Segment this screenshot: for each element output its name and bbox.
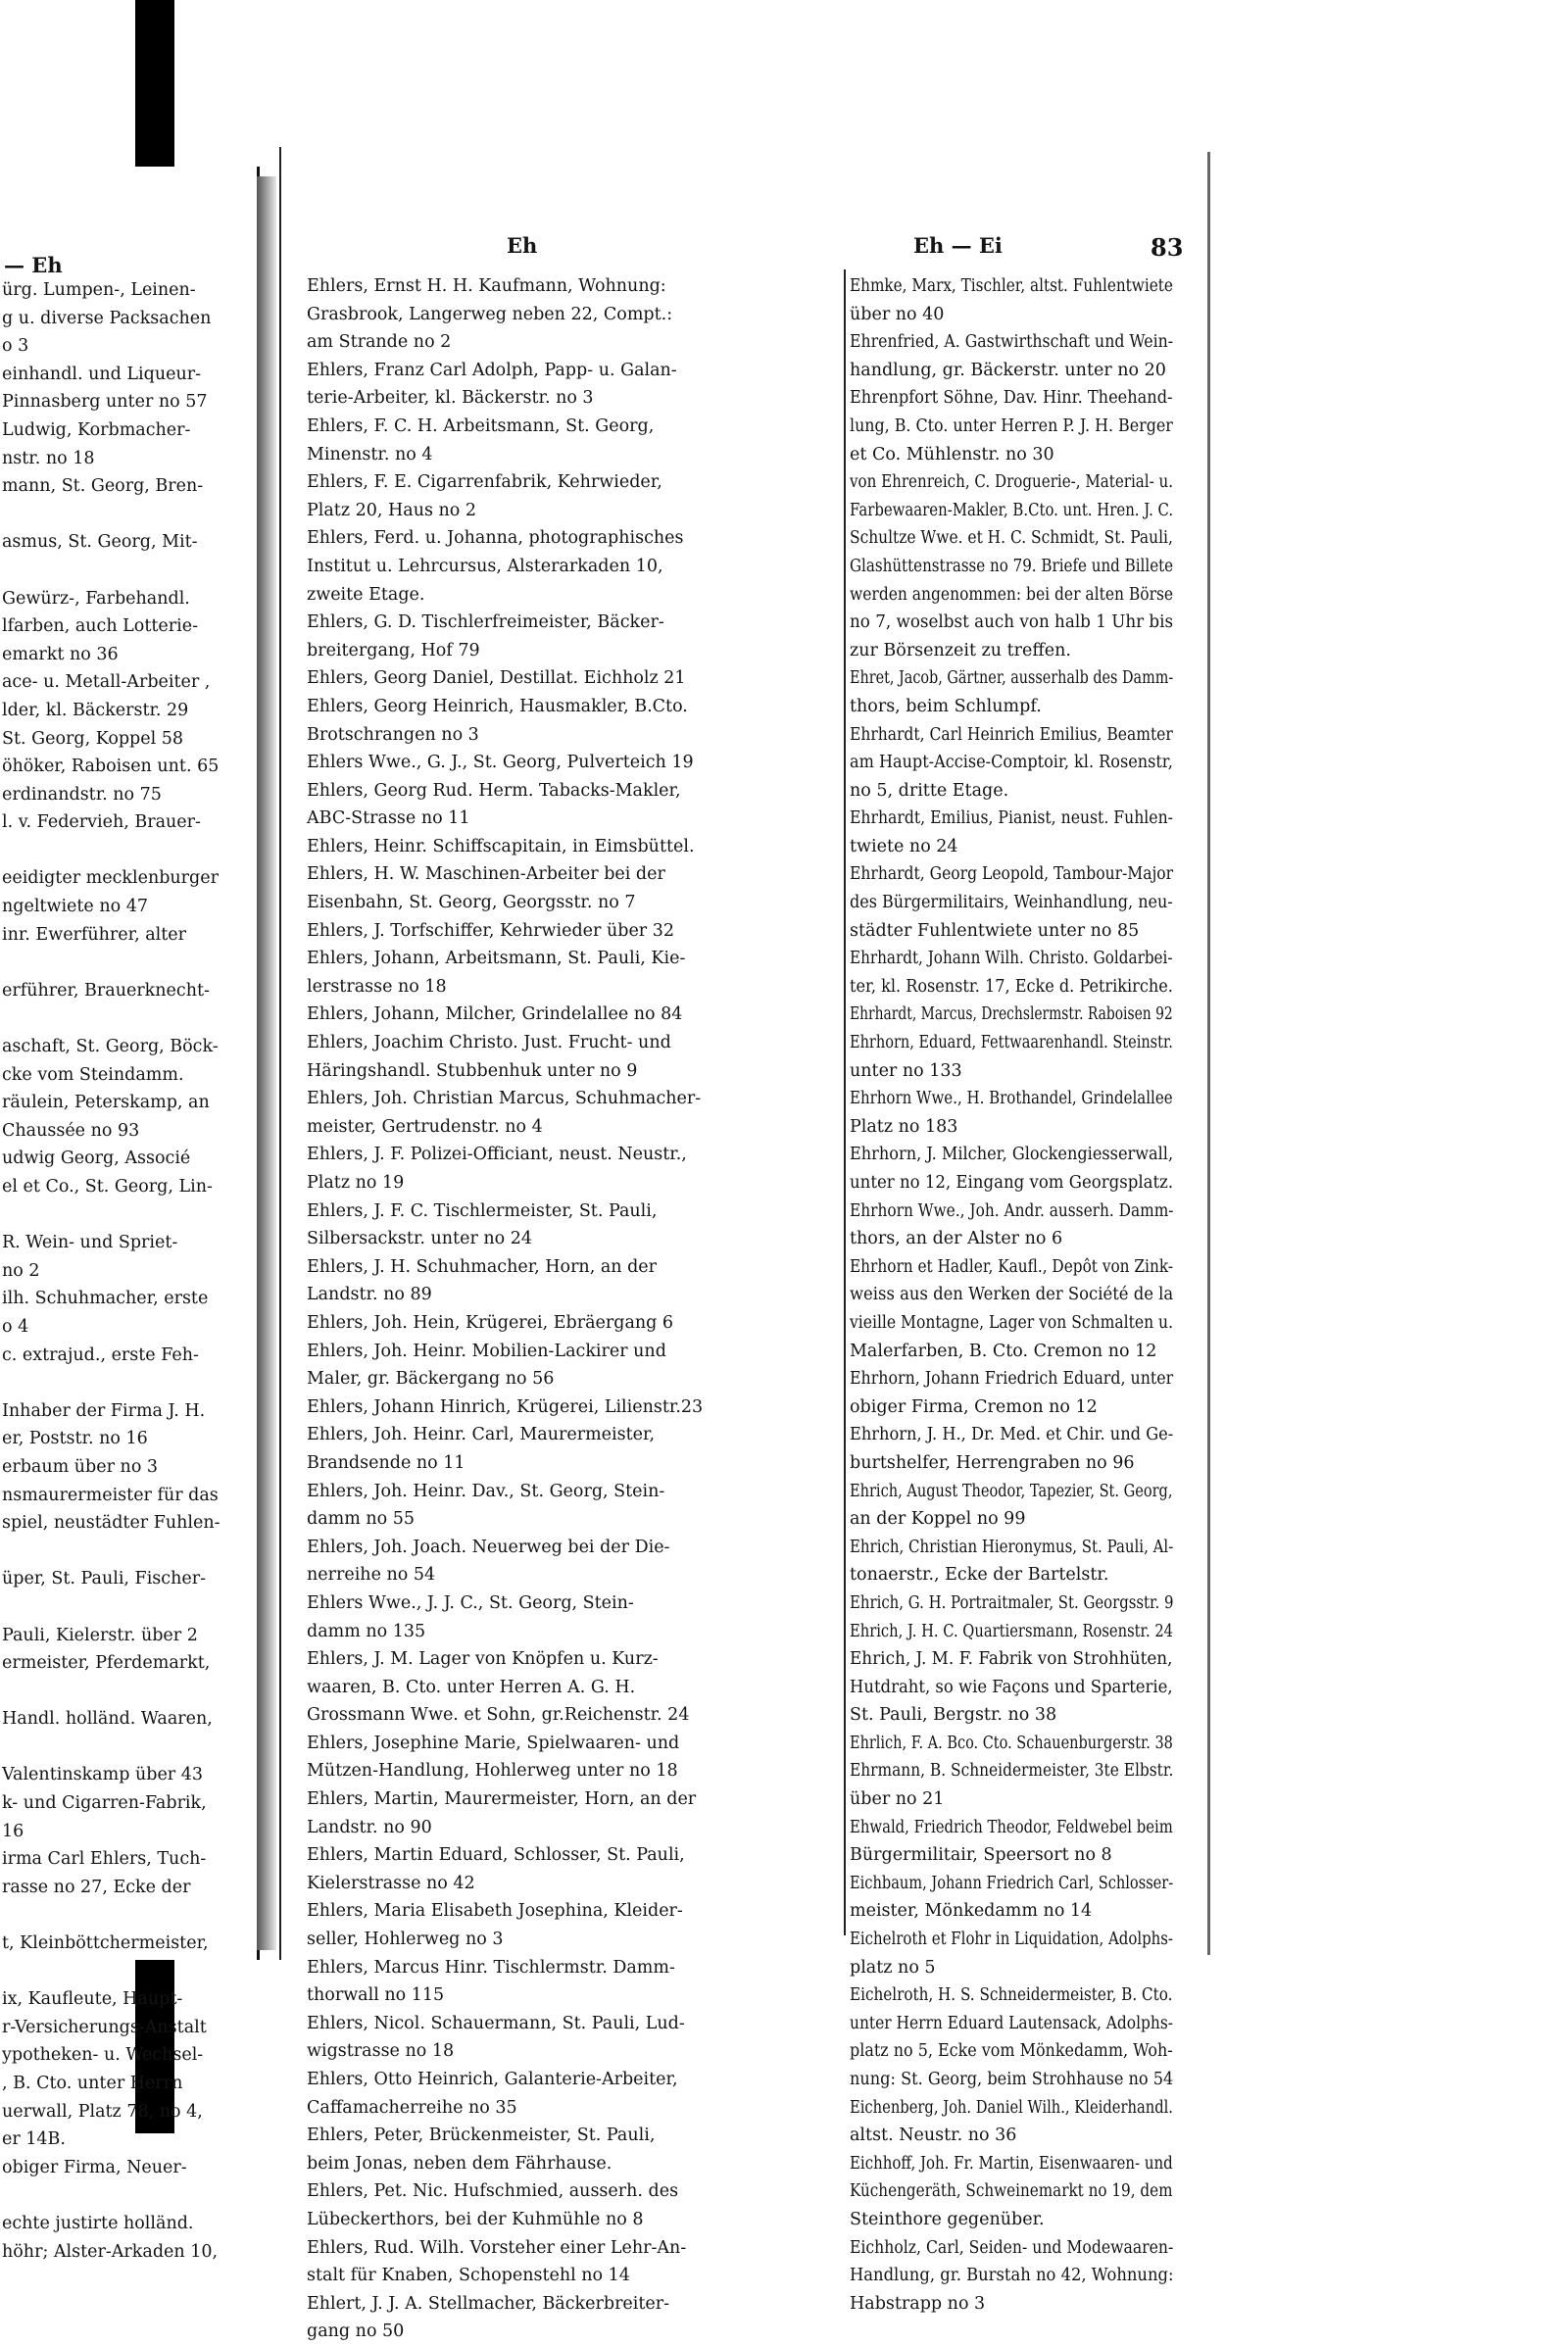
directory-line: no 7, woselbst auch von halb 1 Uhr bis bbox=[850, 612, 1174, 633]
directory-line: Ehlers, F. E. Cigarrenfabrik, Kehrwieder, bbox=[307, 472, 662, 493]
directory-line: Häringshandl. Stubbenhuk unter no 9 bbox=[307, 1060, 638, 1081]
directory-line: Brandsende no 11 bbox=[307, 1452, 466, 1473]
directory-line: Grossmann Wwe. et Sohn, gr.Reichenstr. 24 bbox=[307, 1705, 690, 1726]
directory-line: mann, St. Georg, Bren- bbox=[2, 476, 204, 497]
directory-line: twiete no 24 bbox=[850, 836, 958, 856]
directory-line: Ehlers, Ferd. u. Johanna, photographisches bbox=[307, 528, 684, 549]
directory-line: Ehlers, H. W. Maschinen-Arbeiter bei der bbox=[307, 864, 665, 885]
directory-line: Ehrhorn Wwe., Joh. Andr. ausserh. Damm- bbox=[850, 1200, 1174, 1221]
directory-line: Ehlers, Franz Carl Adolph, Papp- u. Galan- bbox=[307, 360, 677, 380]
directory-line: weiss aus den Werken der Société de la bbox=[850, 1285, 1174, 1305]
directory-line: Chaussée no 93 bbox=[2, 1120, 140, 1141]
directory-line: Landstr. no 89 bbox=[307, 1285, 432, 1305]
directory-line: Ehrhardt, Marcus, Drechslermstr. Raboisen 92 bbox=[850, 1004, 1173, 1025]
directory-line: er 14B. bbox=[2, 2129, 66, 2150]
directory-line: Ludwig, Korbmacher- bbox=[2, 419, 191, 440]
directory-line: Ehlers, J. F. C. Tischlermeister, St. Pauli, bbox=[307, 1200, 658, 1221]
directory-line: inr. Ewerführer, alter bbox=[2, 924, 187, 945]
directory-line: St. Georg, Koppel 58 bbox=[2, 728, 184, 749]
directory-line: Ehlers, J. F. Polizei-Officiant, neust. Neustr., bbox=[307, 1145, 687, 1165]
header-left: Eh bbox=[507, 233, 538, 258]
directory-line: Ehrenpfort Söhne, Dav. Hinr. Theehand- bbox=[850, 388, 1173, 409]
directory-line: meister, Gertrudenstr. no 4 bbox=[307, 1116, 543, 1137]
directory-line: Ehrich, J. M. F. Fabrik von Strohhüten, bbox=[850, 1649, 1173, 1670]
directory-line: meister, Mönkedamm no 14 bbox=[850, 1901, 1093, 1922]
directory-line: einhandl. und Liqueur- bbox=[2, 364, 202, 384]
directory-line: nung: St. Georg, beim Strohhause no 54 bbox=[850, 2070, 1174, 2089]
directory-line: o 4 bbox=[2, 1316, 29, 1337]
directory-line: Brotschrangen no 3 bbox=[307, 724, 479, 745]
directory-line: Ehrhorn, J. H., Dr. Med. et Chir. und Ge- bbox=[850, 1425, 1174, 1445]
right-page bbox=[279, 147, 1212, 2342]
directory-line: Pinnasberg unter no 57 bbox=[2, 392, 208, 413]
directory-line bbox=[2, 557, 220, 585]
directory-line: Ehrhorn Wwe., H. Brothandel, Grindelallee bbox=[850, 1089, 1173, 1109]
directory-line: an der Koppel no 99 bbox=[850, 1509, 1026, 1530]
directory-line: ace- u. Metall-Arbeiter , bbox=[2, 672, 211, 693]
directory-line: lder, kl. Bäckerstr. 29 bbox=[2, 700, 189, 720]
directory-line: Ehrhorn, Eduard, Fettwaarenhandl. Steinstr. bbox=[850, 1033, 1173, 1053]
directory-line: Farbewaaren-Makler, B.Cto. unt. Hren. J. C. bbox=[850, 500, 1174, 520]
directory-line: Ehlers, Joh. Heinr. Dav., St. Georg, Stein- bbox=[307, 1481, 665, 1501]
directory-line: über no 21 bbox=[850, 1789, 945, 1810]
directory-line: zweite Etage. bbox=[307, 584, 425, 605]
directory-line: no 2 bbox=[2, 1260, 40, 1281]
directory-line: Ehret, Jacob, Gärtner, ausserhalb des Damm- bbox=[850, 668, 1174, 689]
directory-line: Maler, gr. Bäckergang no 56 bbox=[307, 1369, 555, 1390]
directory-line: Ehlers, Johann, Arbeitsmann, St. Pauli, Kie- bbox=[307, 949, 686, 969]
directory-line: ix, Kaufleute, Haupt- bbox=[2, 1989, 183, 2010]
directory-line: thors, an der Alster no 6 bbox=[850, 1229, 1063, 1249]
directory-line: Malerfarben, B. Cto. Cremon no 12 bbox=[850, 1341, 1157, 1361]
directory-line: ypotheken- u. Wechsel- bbox=[2, 2045, 204, 2066]
directory-line: Grasbrook, Langerweg neben 22, Compt.: bbox=[307, 304, 673, 324]
directory-line: Ehrich, G. H. Portraitmaler, St. Georgsstr. 9 bbox=[850, 1592, 1174, 1613]
directory-line: stalt für Knaben, Schopenstehl no 14 bbox=[307, 2266, 630, 2286]
directory-line: 16 bbox=[2, 1821, 24, 1841]
directory-line: thors, beim Schlumpf. bbox=[850, 696, 1042, 716]
directory-line: ilh. Schuhmacher, erste bbox=[2, 1289, 209, 1309]
directory-line: ter, kl. Rosenstr. 17, Ecke d. Petrikirche. bbox=[850, 976, 1173, 997]
directory-line: irma Carl Ehlers, Tuch- bbox=[2, 1849, 207, 1870]
directory-line: o 3 bbox=[2, 336, 29, 357]
directory-line: Ehlers, Pet. Nic. Hufschmied, ausserh. des bbox=[307, 2181, 679, 2202]
left-page-column bbox=[2, 276, 220, 2266]
directory-line: Pauli, Kielerstr. über 2 bbox=[2, 1625, 198, 1645]
directory-line: Mützen-Handlung, Hohlerweg unter no 18 bbox=[307, 1761, 678, 1782]
directory-line: üper, St. Pauli, Fischer- bbox=[2, 1569, 206, 1589]
directory-line: Ehlers, Georg Daniel, Destillat. Eichholz 21 bbox=[307, 668, 686, 689]
directory-line: , B. Cto. unter Herrn bbox=[2, 2074, 183, 2093]
directory-line: städter Fuhlentwiete unter no 85 bbox=[850, 920, 1140, 941]
directory-line: Ehlers, Joh. Christian Marcus, Schuhmacher- bbox=[307, 1089, 702, 1109]
directory-line: Eichbaum, Johann Friedrich Carl, Schlosser- bbox=[850, 1873, 1174, 1893]
directory-line: unter Herrn Eduard Lautensack, Adolphs- bbox=[850, 2013, 1173, 2033]
directory-line: Ehlers, Joh. Heinr. Mobilien-Lackirer und bbox=[307, 1341, 666, 1361]
directory-line: eeidigter mecklenburger bbox=[2, 868, 219, 889]
directory-line: Ehrhardt, Carl Heinrich Emilius, Beamter bbox=[850, 724, 1173, 745]
directory-line: Hutdraht, so wie Façons und Sparterie, bbox=[850, 1677, 1173, 1697]
directory-line: Ehlers, Georg Heinrich, Hausmakler, B.Cto. bbox=[307, 696, 688, 716]
directory-line bbox=[2, 1538, 220, 1566]
directory-line: räulein, Peterskamp, an bbox=[2, 1093, 210, 1113]
directory-line: Valentinskamp über 43 bbox=[2, 1765, 203, 1785]
directory-line bbox=[2, 949, 220, 977]
directory-line: uerwall, Platz 78, no 4, bbox=[2, 2101, 203, 2122]
directory-line: am Haupt-Accise-Comptoir, kl. Rosenstr, bbox=[850, 753, 1173, 773]
directory-line bbox=[2, 1201, 220, 1230]
directory-line bbox=[2, 1593, 220, 1622]
directory-line: Eisenbahn, St. Georg, Georgsstr. no 7 bbox=[307, 893, 636, 913]
directory-line: l. v. Federvieh, Brauer- bbox=[2, 812, 201, 833]
directory-line: Handl. holländ. Waaren, bbox=[2, 1709, 213, 1730]
directory-line bbox=[2, 1901, 220, 1930]
directory-line: Eichelroth et Flohr in Liquidation, Adolphs- bbox=[850, 1930, 1173, 1950]
directory-line: c. extrajud., erste Feh- bbox=[2, 1344, 199, 1365]
binding-strip-top bbox=[135, 0, 174, 167]
directory-line: Ehlers, Peter, Brückenmeister, St. Pauli, bbox=[307, 2126, 656, 2146]
directory-line: Gewürz-, Farbehandl. bbox=[2, 588, 190, 609]
directory-line bbox=[2, 1369, 220, 1397]
directory-line: erdinandstr. no 75 bbox=[2, 784, 162, 805]
directory-line: beim Jonas, neben dem Fährhause. bbox=[307, 2153, 612, 2174]
page-number: 83 bbox=[1151, 233, 1184, 262]
directory-line: Ehlers, G. D. Tischlerfreimeister, Bäcker- bbox=[307, 612, 664, 633]
directory-line: waaren, B. Cto. unter Herren A. G. H. bbox=[307, 1677, 636, 1697]
directory-line: altst. Neustr. no 36 bbox=[850, 2126, 1017, 2146]
directory-line: Ehrhardt, Georg Leopold, Tambour-Major bbox=[850, 864, 1174, 885]
directory-line: Ehlers Wwe., G. J., St. Georg, Pulverteich 19 bbox=[307, 753, 694, 773]
directory-line: Eichenberg, Joh. Daniel Wilh., Kleiderhandl. bbox=[850, 2097, 1173, 2118]
directory-line: Eichholz, Carl, Seiden- und Modewaaren- bbox=[850, 2237, 1174, 2258]
directory-line: am Strande no 2 bbox=[307, 332, 452, 353]
directory-line: über no 40 bbox=[850, 304, 945, 324]
directory-line: er, Poststr. no 16 bbox=[2, 1429, 148, 1449]
directory-line: damm no 135 bbox=[307, 1621, 426, 1641]
directory-line: damm no 55 bbox=[307, 1509, 416, 1530]
directory-line: lfarben, auch Lotterie- bbox=[2, 616, 198, 637]
directory-line: Küchengeräth, Schweinemarkt no 19, dem bbox=[850, 2181, 1173, 2202]
directory-line: echte justirte holländ. bbox=[2, 2213, 194, 2233]
directory-line: Inhaber der Firma J. H. bbox=[2, 1400, 206, 1421]
directory-line bbox=[2, 2181, 220, 2210]
directory-line: Ehlers, Joh. Joach. Neuerweg bei der Die- bbox=[307, 1537, 670, 1557]
directory-line: Ehlers, Joh. Heinr. Carl, Maurermeister, bbox=[307, 1425, 656, 1445]
directory-line: Ehlers, Nicol. Schauermann, St. Pauli, Lud- bbox=[307, 2013, 685, 2033]
book-gutter bbox=[257, 176, 276, 1950]
directory-line: Ehlers, Ernst H. H. Kaufmann, Wohnung: bbox=[307, 276, 666, 296]
directory-line: Ehmke, Marx, Tischler, altst. Fuhlentwiete bbox=[850, 276, 1173, 296]
directory-line bbox=[2, 1678, 220, 1706]
directory-line: Caffamacherreihe no 35 bbox=[307, 2097, 517, 2118]
directory-line: Platz 20, Haus no 2 bbox=[307, 500, 477, 520]
header-right: Eh — Ei bbox=[913, 233, 1003, 258]
directory-line: r-Versicherungs-Anstalt bbox=[2, 2017, 207, 2037]
directory-line: nsmaurermeister für das bbox=[2, 1485, 219, 1505]
directory-line: Platz no 19 bbox=[307, 1173, 405, 1193]
directory-line: Ehrlich, F. A. Bco. Cto. Schauenburgerstr. 38 bbox=[850, 1733, 1173, 1753]
directory-line: des Bürgermilitairs, Weinhandlung, neu- bbox=[850, 893, 1173, 913]
directory-line: unter no 12, Eingang vom Georgsplatz. bbox=[850, 1173, 1174, 1193]
directory-line: Ehlers, Georg Rud. Herm. Tabacks-Makler, bbox=[307, 780, 681, 801]
left-page-header: — Eh bbox=[4, 253, 63, 277]
directory-line: ABC-Strasse no 11 bbox=[307, 808, 470, 829]
directory-line: gang no 50 bbox=[307, 2322, 405, 2342]
directory-line: aschaft, St. Georg, Böck- bbox=[2, 1037, 219, 1057]
directory-line: el et Co., St. Georg, Lin- bbox=[2, 1177, 213, 1197]
directory-line: Ehrenfried, A. Gastwirthschaft und Wein- bbox=[850, 332, 1174, 353]
directory-line: lung, B. Cto. unter Herren P. J. H. Berger bbox=[850, 415, 1173, 436]
directory-line: nerreihe no 54 bbox=[307, 1565, 436, 1586]
directory-line: Ehlers, Joachim Christo. Just. Frucht- und bbox=[307, 1033, 671, 1053]
directory-line bbox=[2, 1004, 220, 1033]
directory-line: Platz no 183 bbox=[850, 1116, 958, 1137]
directory-line: Ehlers, Josephine Marie, Spielwaaren- und bbox=[307, 1733, 680, 1753]
directory-line: asmus, St. Georg, Mit- bbox=[2, 532, 198, 553]
directory-line: Ehlers, J. H. Schuhmacher, Horn, an der bbox=[307, 1256, 658, 1277]
directory-line: Ehlers, Johann Hinrich, Krügerei, Lilienstr.23 bbox=[307, 1396, 704, 1417]
column-2 bbox=[850, 272, 1178, 2318]
directory-line: et Co. Mühlenstr. no 30 bbox=[850, 444, 1054, 464]
directory-line bbox=[2, 501, 220, 529]
directory-line: platz no 5 bbox=[850, 1957, 936, 1978]
directory-line: Handlung, gr. Burstah no 42, Wohnung: bbox=[850, 2266, 1174, 2286]
directory-line bbox=[2, 1958, 220, 1986]
directory-line: Ehlers, Otto Heinrich, Galanterie-Arbeiter, bbox=[307, 2070, 678, 2089]
directory-line: Ehlert, J. J. A. Stellmacher, Bäckerbreiter- bbox=[307, 2293, 670, 2314]
directory-line: t, Kleinböttchermeister, bbox=[2, 1933, 209, 1954]
directory-line: Ehwald, Friedrich Theodor, Feldwebel beim bbox=[850, 1817, 1173, 1837]
directory-line: ngeltwiete no 47 bbox=[2, 897, 148, 917]
directory-line: erbaum über no 3 bbox=[2, 1456, 159, 1477]
directory-line bbox=[2, 837, 220, 865]
directory-line: rasse no 27, Ecke der bbox=[2, 1877, 191, 1897]
directory-line: Steinthore gegenüber. bbox=[850, 2209, 1045, 2229]
directory-line: terie-Arbeiter, kl. Bäckerstr. no 3 bbox=[307, 388, 594, 409]
directory-line: burtshelfer, Herrengraben no 96 bbox=[850, 1452, 1135, 1473]
directory-line: Ehrich, August Theodor, Tapezier, St. Georg, bbox=[850, 1481, 1173, 1501]
directory-line: nstr. no 18 bbox=[2, 448, 95, 468]
directory-line: spiel, neustädter Fuhlen- bbox=[2, 1513, 220, 1534]
directory-line: Ehrhardt, Johann Wilh. Christo. Goldarbei- bbox=[850, 949, 1173, 969]
directory-line: Eichhoff, Joh. Fr. Martin, Eisenwaaren- und bbox=[850, 2153, 1173, 2174]
directory-line: Minenstr. no 4 bbox=[307, 444, 433, 464]
directory-line: von Ehrenreich, C. Droguerie-, Material- u. bbox=[850, 472, 1174, 493]
directory-line: wigstrasse no 18 bbox=[307, 2041, 455, 2062]
directory-line: udwig Georg, Associé bbox=[2, 1149, 191, 1169]
directory-line: Ehlers, Joh. Hein, Krügerei, Ebräergang 6 bbox=[307, 1312, 674, 1333]
directory-line: Schultze Wwe. et H. C. Schmidt, St. Pauli, bbox=[850, 528, 1173, 549]
directory-line: R. Wein- und Spriet- bbox=[2, 1233, 178, 1253]
directory-line: Ehlers Wwe., J. J. C., St. Georg, Stein- bbox=[307, 1592, 634, 1613]
column-1 bbox=[307, 272, 841, 2346]
directory-line bbox=[2, 1734, 220, 1762]
directory-line: Landstr. no 90 bbox=[307, 1817, 432, 1837]
directory-line: Ehrhorn, J. Milcher, Glockengiesserwall, bbox=[850, 1145, 1174, 1165]
directory-line: Ehlers, Maria Elisabeth Josephina, Kleider- bbox=[307, 1901, 683, 1922]
directory-line: Ehlers, F. C. H. Arbeitsmann, St. Georg, bbox=[307, 415, 655, 436]
directory-line: Ehrich, J. H. C. Quartiersmann, Rosenstr. 24 bbox=[850, 1621, 1174, 1641]
directory-line: Ehlers, J. Torfschiffer, Kehrwieder über 32 bbox=[307, 920, 674, 941]
directory-line: höhr; Alster-Arkaden 10, bbox=[2, 2241, 219, 2262]
directory-line: lerstrasse no 18 bbox=[307, 976, 447, 997]
directory-line: seller, Hohlerweg no 3 bbox=[307, 1930, 504, 1950]
directory-line: Institut u. Lehrcursus, Alsterarkaden 10, bbox=[307, 556, 663, 576]
directory-line: werden angenommen: bei der alten Börse bbox=[850, 584, 1174, 605]
directory-line: Kielerstrasse no 42 bbox=[307, 1873, 475, 1893]
directory-line: Ehlers, Heinr. Schiffscapitain, in Eimsbüttel. bbox=[307, 836, 695, 856]
directory-line: cke vom Steindamm. bbox=[2, 1064, 184, 1085]
directory-line: emarkt no 36 bbox=[2, 644, 119, 664]
directory-line: öhöker, Raboisen unt. 65 bbox=[2, 757, 220, 777]
directory-line: Ehlers, Martin, Maurermeister, Horn, an der bbox=[307, 1789, 697, 1810]
directory-line: g u. diverse Packsachen bbox=[2, 308, 212, 328]
directory-line: handlung, gr. Bäckerstr. unter no 20 bbox=[850, 360, 1166, 380]
directory-line: vieille Montagne, Lager von Schmalten u. bbox=[850, 1312, 1174, 1333]
directory-line: Eichelroth, H. S. Schneidermeister, B. Cto. bbox=[850, 1985, 1173, 2006]
directory-line: Silbersackstr. unter no 24 bbox=[307, 1229, 533, 1249]
directory-line: k- und Cigarren-Fabrik, bbox=[2, 1793, 207, 1814]
directory-line: ürg. Lumpen-, Leinen- bbox=[2, 280, 196, 300]
directory-line: Ehrhorn, Johann Friedrich Eduard, unter bbox=[850, 1369, 1174, 1390]
directory-line: Ehlers, Johann, Milcher, Grindelallee no 84 bbox=[307, 1004, 683, 1025]
directory-line: Ehlers, Rud. Wilh. Vorsteher einer Lehr-An- bbox=[307, 2237, 687, 2258]
directory-line: Lübeckerthors, bei der Kuhmühle no 8 bbox=[307, 2209, 644, 2229]
column-divider bbox=[844, 269, 846, 1935]
directory-line: thorwall no 115 bbox=[307, 1985, 445, 2006]
directory-line: obiger Firma, Cremon no 12 bbox=[850, 1396, 1098, 1417]
directory-line: Ehrich, Christian Hieronymus, St. Pauli, Al- bbox=[850, 1537, 1174, 1557]
directory-line: Ehrhardt, Emilius, Pianist, neust. Fuhlen- bbox=[850, 808, 1173, 829]
directory-line: Ehlers, J. M. Lager von Knöpfen u. Kurz- bbox=[307, 1649, 659, 1670]
directory-line: Ehrhorn et Hadler, Kaufl., Depôt von Zink- bbox=[850, 1256, 1173, 1277]
directory-line: Glashüttenstrasse no 79. Briefe und Billete bbox=[850, 556, 1174, 576]
directory-line: no 5, dritte Etage. bbox=[850, 780, 1009, 801]
directory-line: St. Pauli, Bergstr. no 38 bbox=[850, 1705, 1057, 1726]
directory-line: Habstrapp no 3 bbox=[850, 2293, 986, 2314]
directory-line: zur Börsenzeit zu treffen. bbox=[850, 640, 1071, 660]
directory-line: erführer, Brauerknecht- bbox=[2, 980, 210, 1001]
left-page bbox=[0, 167, 260, 2262]
directory-line: obiger Firma, Neuer- bbox=[2, 2157, 187, 2177]
directory-line: platz no 5, Ecke vom Mönkedamm, Woh- bbox=[850, 2041, 1173, 2062]
directory-line: Bürgermilitair, Speersort no 8 bbox=[850, 1845, 1112, 1866]
directory-line: Ehlers, Martin Eduard, Schlosser, St. Pauli, bbox=[307, 1845, 685, 1866]
directory-line: ermeister, Pferdemarkt, bbox=[2, 1653, 211, 1674]
directory-line: Ehrmann, B. Schneidermeister, 3te Elbstr. bbox=[850, 1761, 1174, 1782]
directory-line: Ehlers, Marcus Hinr. Tischlermstr. Damm- bbox=[307, 1957, 675, 1978]
directory-line: tonaerstr., Ecke der Bartelstr. bbox=[850, 1565, 1109, 1586]
directory-line: unter no 133 bbox=[850, 1060, 962, 1081]
directory-line: breitergang, Hof 79 bbox=[307, 640, 480, 660]
page-edge bbox=[1207, 152, 1210, 1955]
